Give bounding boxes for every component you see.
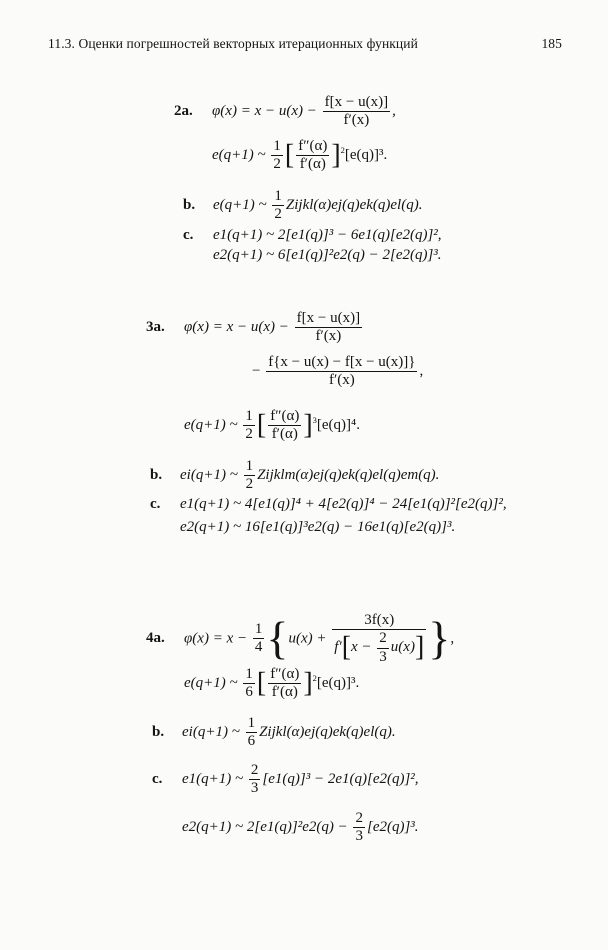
formula-4a-phi: 4a. φ(x) = x − $\frac{1}{4}$ {u(x) + 3f(x) f′[x − $\frac{2}{3}$ u(x)] },	[146, 612, 455, 665]
inner-fraction: 3f(x) f′[x − $\frac{2}{3}$ u(x)]	[334, 612, 425, 665]
formula-2a-phi: 2a. φ(x) = x − u(x) − $\frac{f[x - u(x)]}{f'(x)}$ ,	[174, 94, 396, 129]
page-header	[48, 36, 562, 52]
phi-lhs: φ(x) = x − u(x) −	[212, 103, 321, 120]
formula-4b: b. ei(q+1) ~ $\frac{1}{6}$ Zijkl(α)ej(q)ek(q)el(q).	[152, 715, 396, 750]
label-3c: c.	[150, 496, 161, 512]
label-4b: b.	[152, 724, 165, 741]
formula-3c-second: e2(q+1) ~ 16[e1(q)]³e2(q) − 16e1(q)[e2(q)]³.	[180, 519, 456, 535]
label-3b: b.	[150, 467, 163, 484]
formula-3a-phi: 3a. φ(x) = x − u(x) − $\frac{f[x - u(x)]}{f'(x)}$	[146, 310, 361, 345]
formula-2a-error: e(q+1) ~ $\frac{1}{2}$ [ $\frac{f''(\alpha)}{f'(\alpha)}$ ]$^2$[e(q)]³.	[212, 138, 388, 173]
deriv-ratio: $\frac{f''(\alpha)}{f'(\alpha)}$	[298, 138, 328, 173]
formula-2b: b. e(q+1) ~ $\frac{1}{2}$ Zijkl(α)ej(q)ek(q)el(q).	[183, 188, 423, 223]
formula-3a-error: e(q+1) ~ $\frac{1}{2}$ [ $\frac{f''(\alpha)}{f'(\alpha)}$ ]$^3$[e(q)]⁴.	[184, 408, 361, 443]
label-3a: 3a.	[146, 319, 165, 336]
formula-3a-phi-cont: − $\frac{f\{x - u(x) - f[x - u(x)]\}}{f'(x)}$ ,	[252, 354, 424, 389]
label-2c: c.	[183, 227, 194, 243]
formula-4c-second: e2(q+1) ~ 2[e1(q)]²e2(q) − $\frac{2}{3}$ [e2(q)]³.	[182, 810, 419, 845]
formula-4c: c. e1(q+1) ~ $\frac{2}{3}$ [e1(q)]³ − 2e1(q)[e2(q)]²,	[152, 762, 419, 797]
formula-2c-second: e2(q+1) ~ 6[e1(q)]²e2(q) − 2[e2(q)]³.	[213, 247, 442, 263]
label-2b: b.	[183, 197, 196, 214]
formula-3b: b. ei(q+1) ~ $\frac{1}{2}$ Zijklm(α)ej(q)ek(q)el(q)em(q).	[150, 458, 440, 493]
page-number: 185	[541, 36, 562, 51]
half-fraction: $\frac{1}{2}$	[273, 138, 281, 173]
formula-4a-error: e(q+1) ~ $\frac{1}{6}$ [ $\frac{f''(\alpha)}{f'(\alpha)}$ ]$^2$[e(q)]³.	[184, 666, 360, 701]
formula-3c: c. e1(q+1) ~ 4[e1(q)]⁴ + 4[e2(q)]⁴ − 24[e1(q)]²[e2(q)]²,	[150, 496, 507, 512]
label-4a: 4a.	[146, 630, 165, 647]
label-2a: 2a.	[174, 103, 193, 120]
label-4c: c.	[152, 771, 163, 788]
formula-2c: c. e1(q+1) ~ 2[e1(q)]³ − 6e1(q)[e2(q)]²,	[183, 227, 442, 243]
phi-fraction: $\frac{f[x - u(x)]}{f'(x)}$	[324, 94, 389, 129]
section-title: 11.3. Оценки погрешностей векторных итерационных функций	[48, 36, 418, 51]
